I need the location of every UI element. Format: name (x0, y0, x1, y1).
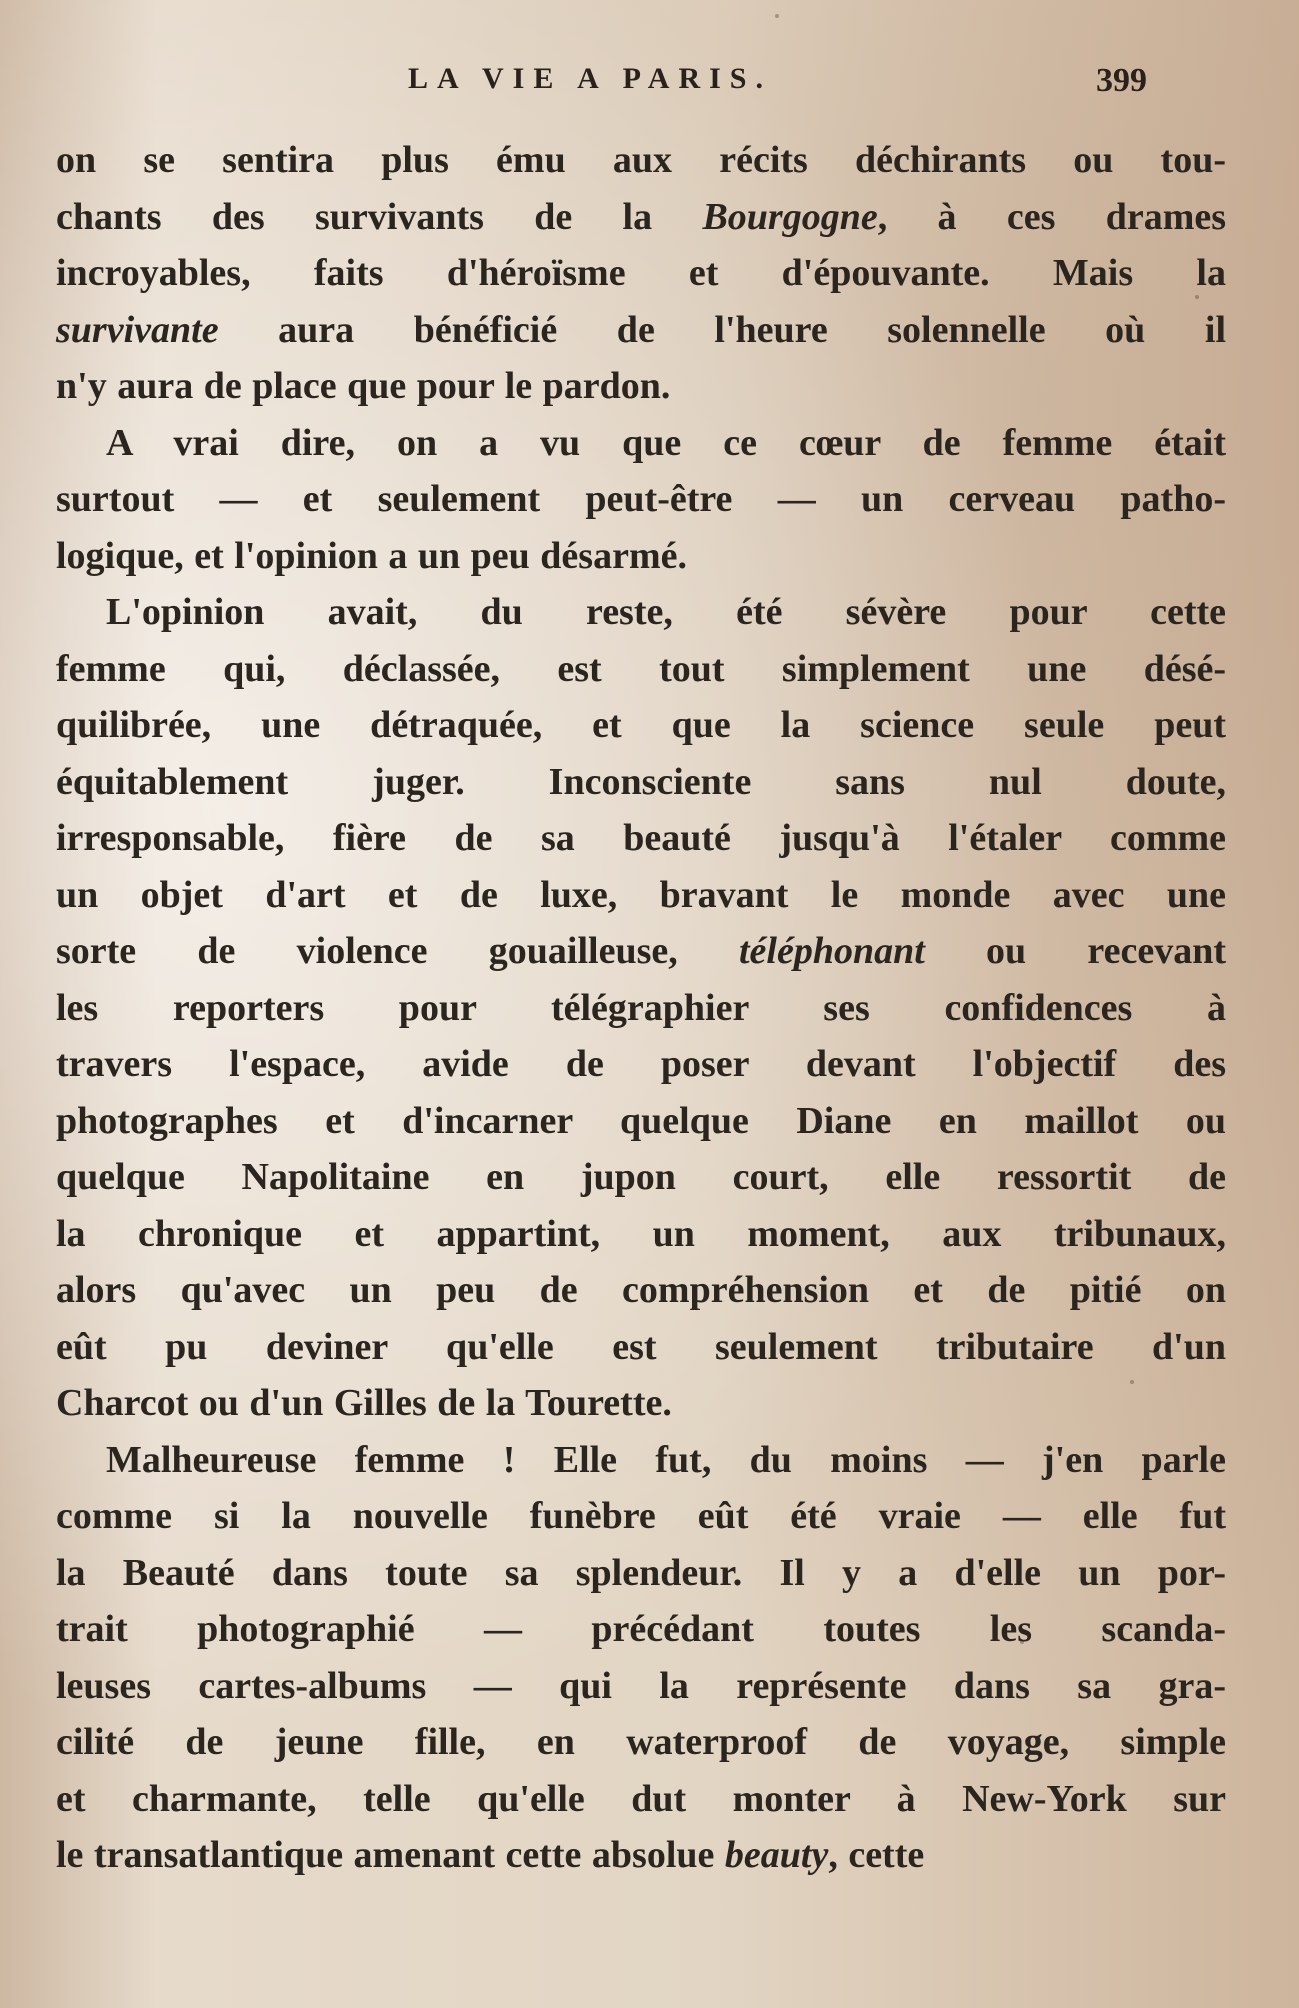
paragraph (56, 584, 1226, 1432)
text-line (56, 1036, 1226, 1093)
text-run: n'y aura de place que pour le pardon. (56, 365, 671, 407)
text-run: un objet d'art et de luxe, bravant le monde avec une (56, 873, 1226, 916)
text-line (56, 584, 1226, 641)
text-line (56, 415, 1226, 472)
text-line (56, 302, 1226, 359)
text-line (56, 528, 1226, 585)
text-run: le transatlantique amenant cette absolue (56, 1834, 725, 1876)
paragraph (56, 1432, 1226, 1884)
text-run: comme si la nouvelle funèbre eût été vraie — elle fut (56, 1495, 1226, 1537)
text-line (56, 132, 1226, 189)
text-run: et charmante, telle qu'elle dut monter à New-York sur (56, 1777, 1226, 1820)
italic-text: Bourgogne (702, 195, 878, 238)
text-line (56, 189, 1226, 246)
text-line (56, 923, 1226, 980)
text-run: cilité de jeune fille, en waterproof de voyage, simple (56, 1721, 1226, 1763)
text-line (56, 697, 1226, 754)
text-run: la chronique et appartint, un moment, aux tribunaux, (56, 1212, 1226, 1255)
paper-speck (1130, 1380, 1134, 1384)
text-line (56, 1658, 1226, 1715)
paper-speck (1020, 1640, 1024, 1644)
text-line (56, 754, 1226, 811)
text-run: , cette (828, 1834, 925, 1876)
text-line (56, 980, 1226, 1037)
text-line (56, 641, 1226, 698)
text-run: alors qu'avec un peu de compréhension et de pitié on (56, 1269, 1226, 1311)
text-run: quilibrée, une détraquée, et que la science seule peut (56, 704, 1226, 746)
text-run: incroyables, faits d'héroïsme et d'épouvante. Mais la (56, 252, 1226, 294)
text-run: on se sentira plus ému aux récits déchirants ou tou- (56, 139, 1226, 181)
paper-speck (1195, 295, 1199, 299)
text-run: la Beauté dans toute sa splendeur. Il y a d'elle un por- (56, 1551, 1226, 1594)
paragraph (56, 132, 1226, 415)
text-line (56, 1149, 1226, 1206)
running-title: LA VIE A PARIS. (408, 62, 772, 95)
text-run: travers l'espace, avide de poser devant l'objectif des (56, 1043, 1226, 1085)
text-run: équitablement juger. Inconsciente sans nul doute, (56, 760, 1226, 803)
text-line (56, 1093, 1226, 1150)
text-run: les reporters pour télégraphier ses confidences à (56, 986, 1226, 1029)
text-run: ou recevant (924, 930, 1226, 972)
text-line (56, 245, 1226, 302)
text-line (56, 867, 1226, 924)
text-run: logique, et l'opinion a un peu désarmé. (56, 534, 687, 577)
text-run: quelque Napolitaine en jupon court, elle ressortit de (56, 1156, 1226, 1198)
text-run: Malheureuse femme ! Elle fut, du moins — j'en parle (106, 1438, 1226, 1481)
text-run: leuses cartes-albums — qui la représente dans sa gra- (56, 1664, 1226, 1707)
text-line (56, 1545, 1226, 1602)
text-run: A vrai dire, on a vu que ce cœur de femme était (106, 421, 1226, 464)
page-number: 399 (1096, 62, 1147, 99)
text-run: Charcot ou d'un Gilles de la Tourette. (56, 1382, 672, 1424)
text-run: irresponsable, fière de sa beauté jusqu'à l'étaler comme (56, 817, 1226, 859)
paragraph (56, 415, 1226, 585)
text-run: sorte de violence gouailleuse, (56, 930, 739, 972)
italic-text: survivante (56, 308, 219, 351)
page-header (0, 62, 1299, 112)
text-line (56, 1771, 1226, 1828)
text-line (56, 1319, 1226, 1376)
body-text (56, 132, 1226, 1884)
text-line (56, 1375, 1226, 1432)
italic-text: téléphonant (738, 930, 925, 972)
text-run: trait photographié — précédant toutes les scanda- (56, 1608, 1226, 1650)
text-run: photographes et d'incarner quelque Diane en maillot ou (56, 1099, 1226, 1142)
text-run: , à ces drames (877, 195, 1226, 238)
italic-text: beauty (724, 1834, 829, 1876)
text-line (56, 810, 1226, 867)
text-line (56, 1601, 1226, 1658)
text-run: eût pu deviner qu'elle est seulement tributaire d'un (56, 1325, 1226, 1368)
text-line (56, 471, 1226, 528)
text-run: chants des survivants de la (56, 195, 703, 238)
text-run: femme qui, déclassée, est tout simplement une désé- (56, 647, 1226, 690)
text-run: aura bénéficié de l'heure solennelle où il (218, 308, 1226, 351)
text-line (56, 1206, 1226, 1263)
text-line (56, 1432, 1226, 1489)
text-line (56, 1488, 1226, 1545)
text-line (56, 1714, 1226, 1771)
text-run: L'opinion avait, du reste, été sévère pour cette (106, 591, 1226, 633)
text-line (56, 1827, 1226, 1884)
paper-speck (775, 14, 779, 18)
text-run: surtout — et seulement peut-être — un cerveau patho- (56, 478, 1226, 520)
text-line (56, 358, 1226, 415)
text-line (56, 1262, 1226, 1319)
